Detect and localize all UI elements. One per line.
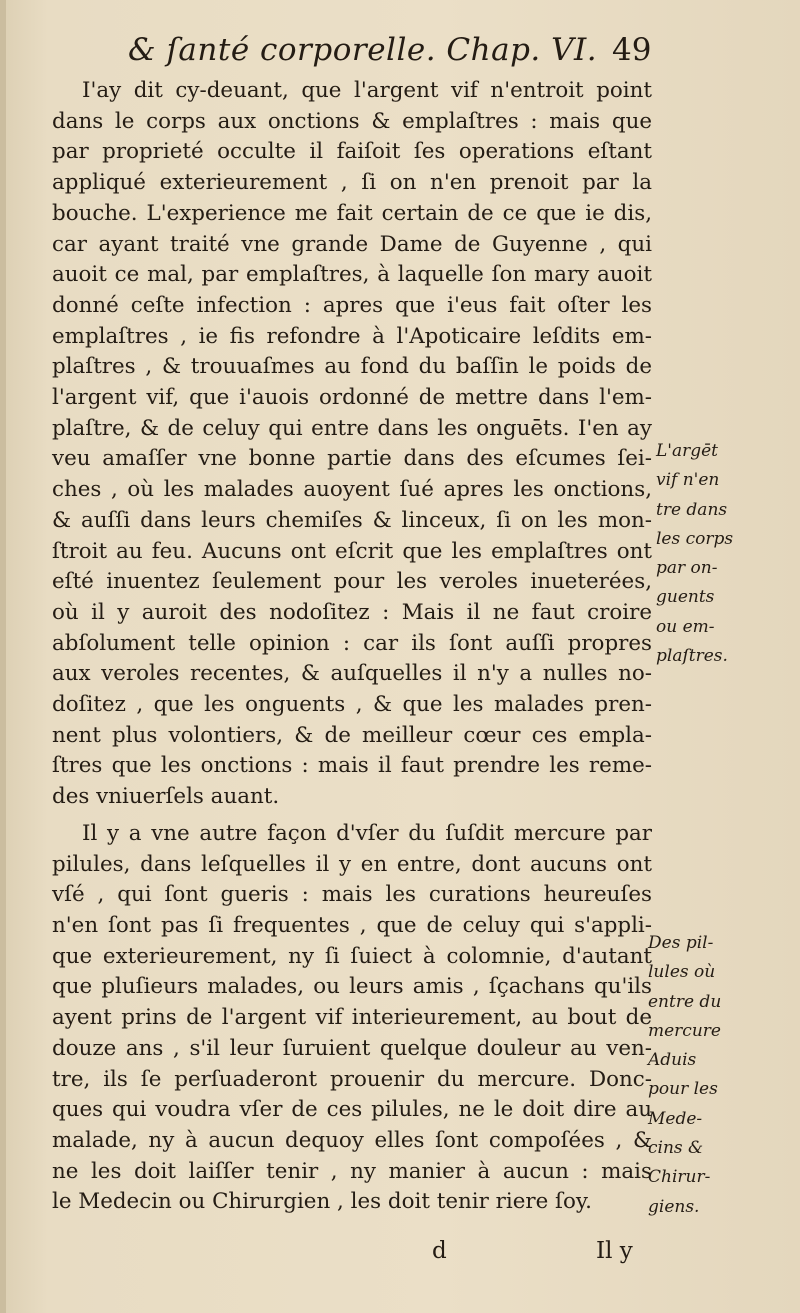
margin-note-line: pour les: [648, 1079, 718, 1100]
margin-note-line: tre dans: [656, 499, 728, 520]
text-line: plaſtres , & trouuaſmes au fond du baſſin le poids de: [52, 354, 652, 380]
text-line: que pluſieurs malades, ou leurs amis , ſçachans qu'ils: [52, 974, 652, 1000]
margin-note-line: Chirur-: [648, 1167, 711, 1188]
text-line: ayent prins de l'argent vif interieurement, au bout de: [52, 1005, 652, 1031]
margin-note-line: Des pil-: [648, 933, 714, 953]
catchword: Il y: [596, 1238, 633, 1264]
margin-note-line: entre du: [648, 991, 722, 1012]
text-line: eſté inuentez ſeulement pour les veroles inueterées,: [52, 569, 652, 595]
margin-note-line: les corps: [656, 528, 734, 549]
page-number: 49: [612, 32, 652, 68]
margin-note-pilules: [648, 929, 721, 1222]
page-edge: [0, 0, 6, 1313]
text-line: ques qui voudra vſer de ces pilules, ne le doit dire au: [52, 1097, 652, 1123]
margin-note-line: ou em-: [656, 616, 715, 637]
text-line: n'en ſont pas ſi frequentes , que de celuy qui s'appli-: [52, 912, 652, 938]
text-line: & auſſi dans leurs chemiſes & linceux, ſi on les mon-: [52, 507, 652, 533]
text-line: Il y a vne autre façon d'vſer du ſuſdit mercure par: [82, 820, 652, 846]
margin-note-line: lules où: [648, 962, 716, 983]
margin-note-line: mercure: [648, 1020, 721, 1041]
text-line: des vniuerſels auant.: [52, 784, 280, 810]
text-line: auoit ce mal, par emplaſtres, à laquelle ſon mary auoit: [52, 262, 652, 288]
margin-note-line: giens.: [648, 1196, 700, 1217]
text-line: appliqué exterieurement , ſi on n'en prenoit par la: [52, 170, 652, 196]
text-line: emplaſtres , ie fis refondre à l'Apoticaire leſdits em-: [52, 323, 652, 349]
paragraph-1: [52, 76, 652, 813]
text-line: dans le corps aux onctions & emplaſtres : mais que: [52, 108, 652, 134]
text-line: car ayant traité vne grande Dame de Guyenne , qui: [52, 231, 652, 257]
text-line: vſé , qui ſont gueris : mais les curations heureuſes: [52, 882, 652, 908]
text-line: ne les doit laiſſer tenir , ny manier à aucun : mais: [52, 1158, 652, 1184]
margin-note-line: L'argēt: [656, 441, 718, 461]
text-line: malade, ny à aucun dequoy elles ſont compoſées , &: [52, 1127, 652, 1153]
text-line: que exterieurement, ny ſi ſuiect à colomnie, d'autant: [52, 943, 652, 969]
text-line: veu amaſſer vne bonne partie dans des eſcumes ſei-: [52, 446, 652, 472]
text-line: bouche. L'experience me fait certain de ce que ie dis,: [52, 200, 652, 226]
margin-note-line: Mede-: [648, 1108, 703, 1129]
text-line: donné ceſte infection : apres que i'eus fait oſter les: [52, 292, 652, 318]
text-line: où il y auroit des nodoſitez : Mais il ne faut croire: [52, 599, 652, 625]
margin-note-line: Aduis: [648, 1050, 697, 1071]
body-text: [52, 76, 652, 1218]
text-line: l'argent vif, que i'auois ordonné de mettre dans l'em-: [52, 385, 652, 411]
margin-note-argent-vif: [656, 437, 733, 671]
text-line: le Medecin ou Chirurgien , les doit tenir riere ſoy.: [52, 1189, 592, 1215]
text-line: ſtres que les onctions : mais il faut prendre les reme-: [52, 753, 652, 779]
text-line: abſolument telle opinion : car ils ſont auſſi propres: [52, 630, 652, 656]
signature-mark: d: [432, 1238, 447, 1264]
paragraph-2: [52, 819, 652, 1218]
text-line: aux veroles recentes, & auſquelles il n'y a nulles no-: [52, 661, 652, 687]
text-line: I'ay dit cy-deuant, que l'argent vif n'entroit point: [82, 78, 652, 103]
text-line: douze ans , s'il leur ſuruient quelque douleur au ven-: [52, 1035, 652, 1061]
running-title: & ſanté corporelle. Chap. VI.: [128, 32, 598, 68]
running-head: [0, 30, 800, 74]
text-line: par proprieté occulte il faiſoit ſes operations eſtant: [52, 139, 652, 165]
text-line: nent plus volontiers, & de meilleur cœur ces empla-: [52, 722, 652, 748]
text-line: ſtroit au feu. Aucuns ont eſcrit que les emplaſtres ont: [52, 538, 652, 564]
text-line: doſitez , que les onguents , & que les malades pren-: [52, 692, 652, 718]
text-line: plaſtre, & de celuy qui entre dans les onguēts. I'en ay: [52, 415, 652, 441]
margin-note-line: par on-: [656, 558, 718, 579]
margin-note-line: vif n'en: [656, 470, 720, 491]
text-line: tre, ils ſe perſuaderont prouenir du mercure. Donc-: [52, 1066, 652, 1092]
margin-note-line: plaſtres.: [656, 646, 728, 667]
margin-note-line: guents: [656, 587, 715, 608]
text-line: ches , où les malades auoyent ſué apres les onctions,: [52, 477, 652, 503]
margin-note-line: cins &: [648, 1138, 704, 1159]
text-line: pilules, dans leſquelles il y en entre, dont aucuns ont: [52, 851, 652, 877]
